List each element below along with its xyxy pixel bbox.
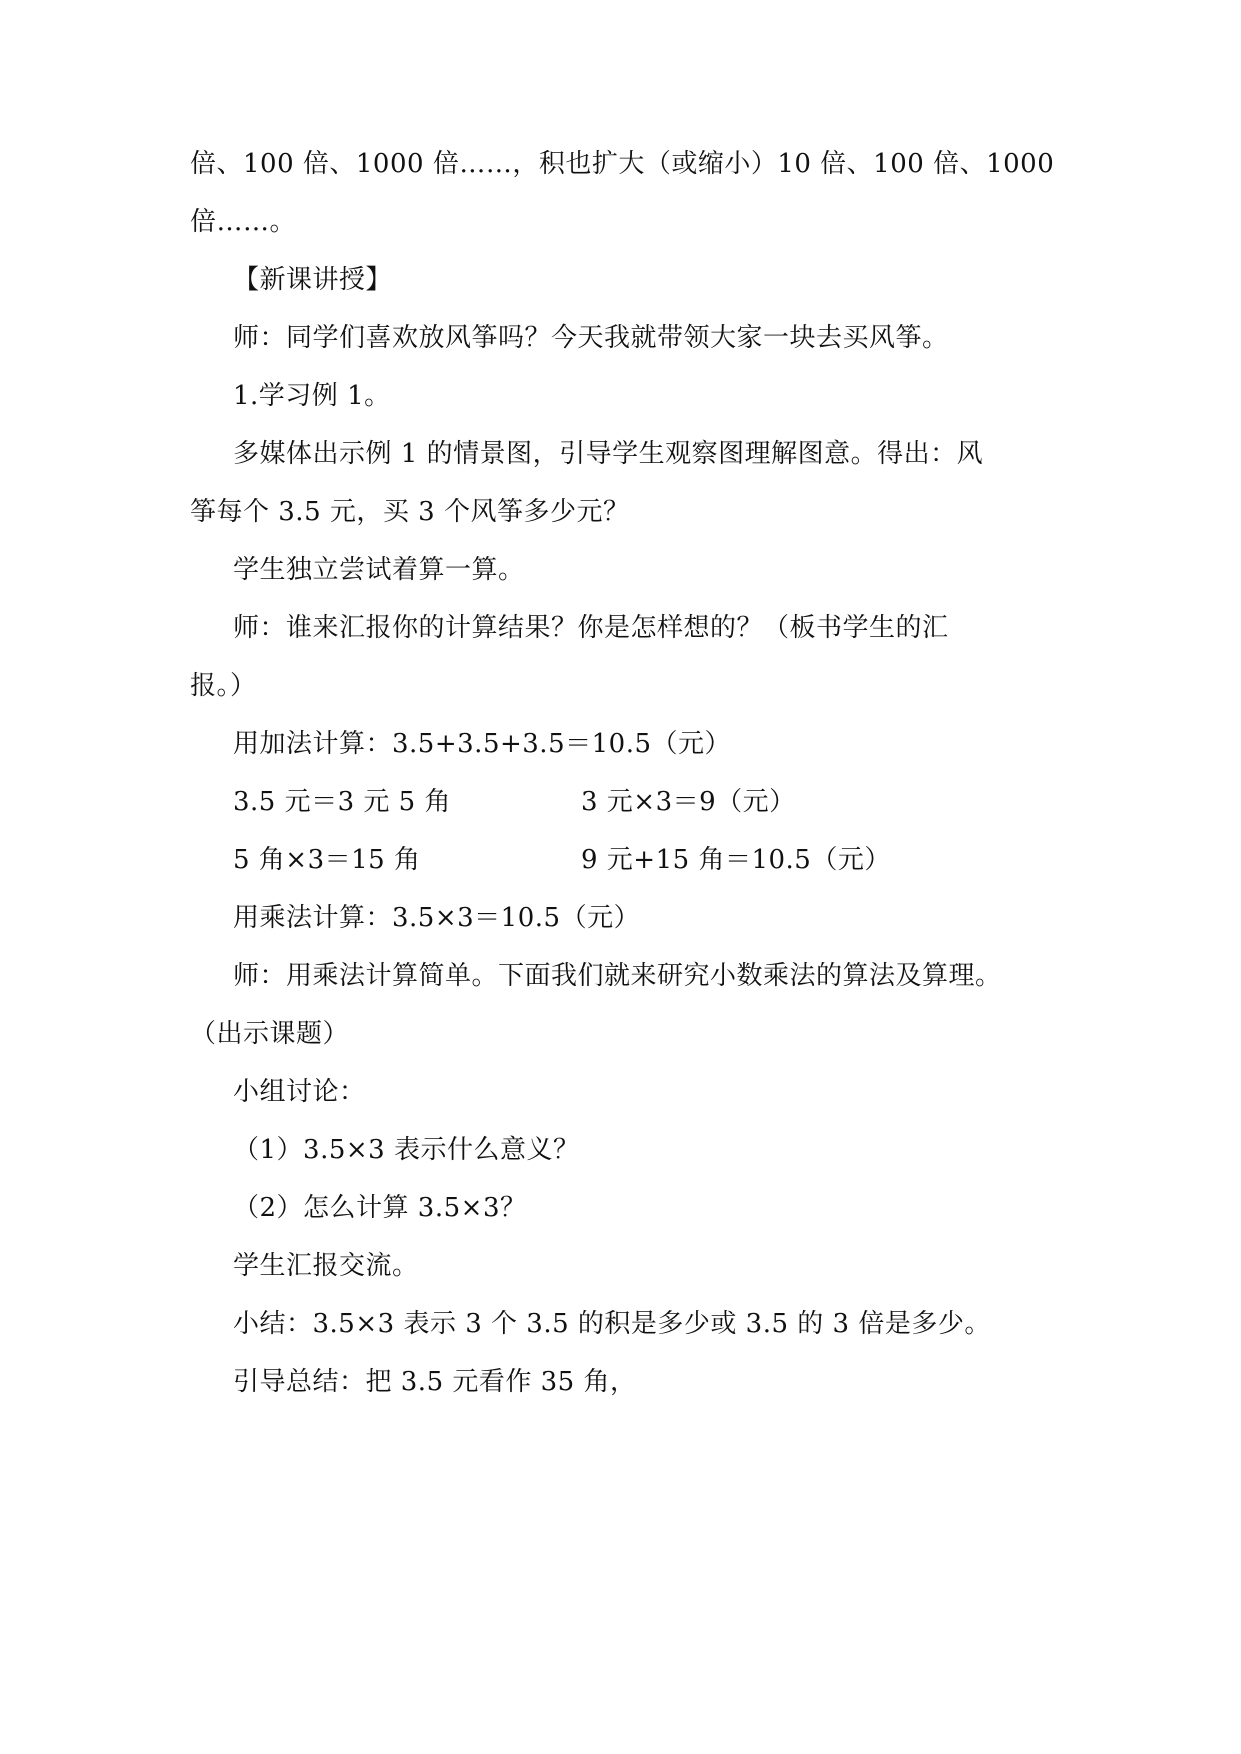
text-line: （1）3.5×3 表示什么意义？ [233, 1135, 580, 1165]
text-line: 倍、100 倍、1000 倍……，积也扩大（或缩小）10 倍、100 倍、1000 [190, 149, 1055, 179]
text-line: 报。） [190, 671, 257, 701]
equation-line: 3 元×3＝9（元） [581, 787, 796, 817]
equation-line: 用加法计算：3.5+3.5+3.5＝10.5（元） [233, 729, 732, 759]
text-line: 学生汇报交流。 [233, 1251, 419, 1281]
text-line: 学生独立尝试着算一算。 [233, 555, 525, 585]
text-line: 1.学习例 1。 [233, 381, 391, 411]
text-line: 小结：3.5×3 表示 3 个 3.5 的积是多少或 3.5 的 3 倍是多少。 [233, 1309, 991, 1339]
text-line: 师：谁来汇报你的计算结果？你是怎样想的？（板书学生的汇 [233, 613, 949, 643]
text-line: （出示课题） [190, 1019, 350, 1049]
text-line: 倍……。 [190, 207, 297, 237]
equation-line: 用乘法计算：3.5×3＝10.5（元） [233, 903, 641, 933]
equation-line: 3.5 元＝3 元 5 角 [233, 787, 451, 817]
section-heading: 【新课讲授】 [233, 265, 393, 295]
text-line: 小组讨论： [233, 1077, 366, 1107]
equation-line: 5 角×3＝15 角 [233, 845, 421, 875]
text-line: 师：用乘法计算简单。下面我们就来研究小数乘法的算法及算理。 [233, 961, 1002, 991]
text-line: 师：同学们喜欢放风筝吗？今天我就带领大家一块去买风筝。 [233, 323, 949, 353]
equation-line: 9 元+15 角＝10.5（元） [581, 845, 891, 875]
text-line: 筝每个 3.5 元，买 3 个风筝多少元？ [190, 497, 630, 527]
text-line: 引导总结：把 3.5 元看作 35 角， [233, 1367, 637, 1397]
text-line: （2）怎么计算 3.5×3？ [233, 1193, 527, 1223]
text-line: 多媒体出示例 1 的情景图，引导学生观察图理解图意。得出：风 [233, 439, 984, 469]
